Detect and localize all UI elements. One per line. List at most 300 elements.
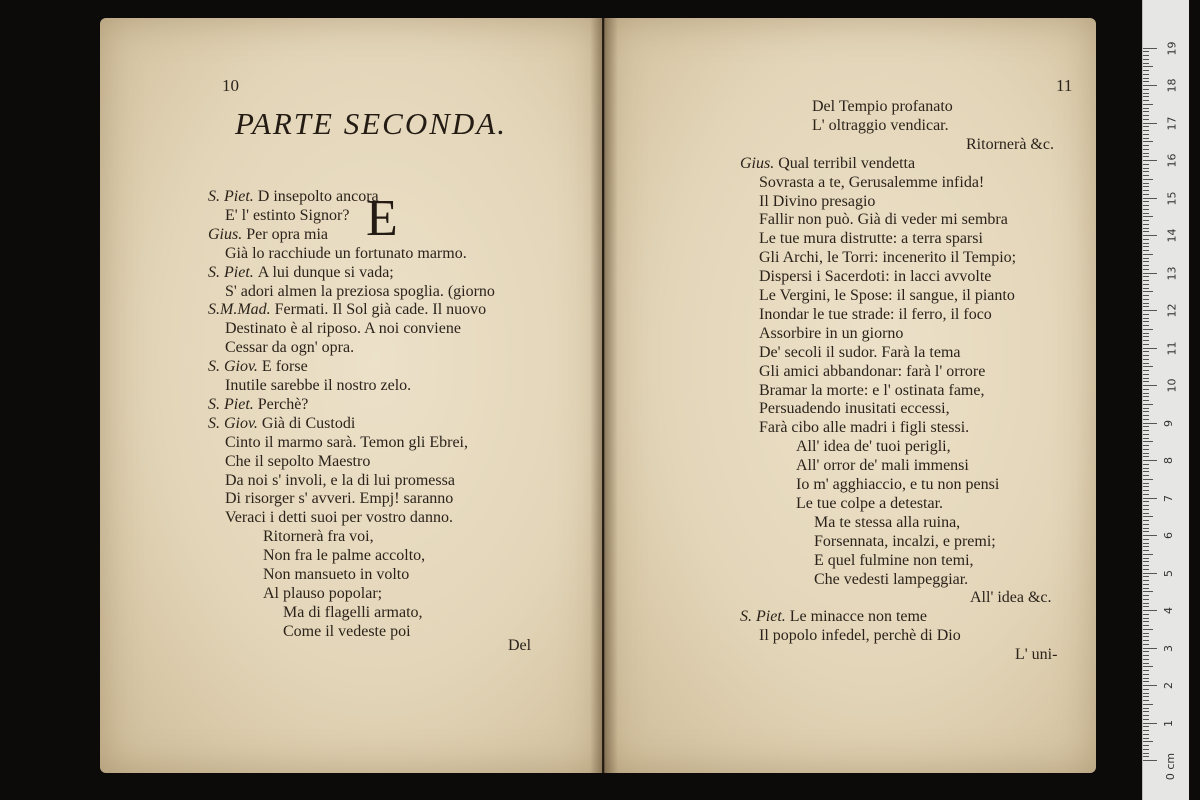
left-text-line [263,547,425,565]
ruler-tick [1143,276,1149,277]
ruler-tick [1143,93,1149,94]
ruler-tick [1143,633,1149,634]
ruler-number: 18 [1165,78,1179,93]
left-text-line [263,528,374,546]
right-text-line [759,363,985,381]
ruler-tick [1143,760,1157,761]
speaker-label: S. Giov. [208,414,262,432]
ruler-tick [1143,325,1149,326]
ruler-tick [1143,370,1149,371]
ruler-tick [1143,434,1149,435]
ruler-tick [1143,336,1149,337]
ruler-tick [1143,588,1149,589]
ruler-tick [1143,445,1149,446]
ruler-tick [1143,561,1149,562]
verse-text: Ritornerà fra voi, [263,528,374,546]
ruler-tick [1143,318,1149,319]
ruler-tick [1143,599,1149,600]
ruler-tick [1143,730,1149,731]
ruler-tick [1143,333,1149,334]
right-text-line [796,476,999,494]
ruler-tick [1143,303,1149,304]
ruler-tick [1143,55,1149,56]
verse-text: Fallir non può. Già di veder mi sembra [759,211,1008,229]
left-text-line [225,339,354,357]
ruler-tick [1143,408,1149,409]
ruler-tick [1143,708,1149,709]
ruler-number: 3 [1162,644,1175,652]
ruler-tick [1143,100,1149,101]
ruler-tick [1143,591,1153,592]
ruler-number: 17 [1165,116,1179,130]
ruler-tick [1143,239,1149,240]
ruler-tick [1143,719,1149,720]
ruler-tick [1143,554,1153,555]
ruler-tick [1143,374,1149,375]
ruler-tick [1143,640,1149,641]
right-text-line [740,155,915,173]
ruler-tick [1143,130,1149,131]
ruler-tick [1143,89,1149,90]
right-text-line [759,382,984,400]
verse-text: D insepolto ancora [257,188,379,205]
ruler-tick [1143,108,1149,109]
ruler-tick [1143,183,1149,184]
ruler-tick [1143,160,1157,161]
ruler-tick [1143,389,1149,390]
ruler-tick [1143,535,1157,536]
ruler-tick [1143,471,1149,472]
verse-text: Le tue mura distrutte: a terra sparsi [759,230,983,248]
ruler-tick [1143,738,1149,739]
verse-text: Il Divino presagio [759,192,876,210]
ruler-tick [1143,456,1149,457]
ruler-tick [1143,449,1149,450]
ruler-number: 12 [1165,303,1179,318]
open-book [100,18,1100,783]
ruler-tick [1143,423,1157,424]
verse-text: Di risorger s' avveri. Empj! saranno [225,490,454,508]
speaker-label: S. Piet. [740,608,790,626]
ruler-tick [1143,235,1157,236]
verse-text: Bramar la morte: e l' ostinata fame, [759,381,985,399]
ruler-tick [1143,756,1149,757]
ruler-tick [1143,213,1149,214]
right-text-line [759,211,1008,229]
ruler-tick [1143,228,1149,229]
ruler-tick [1143,704,1153,705]
ruler-tick [1143,685,1157,686]
ruler-tick [1143,209,1149,210]
ruler-number: 7 [1162,494,1175,502]
ruler-number: 8 [1162,457,1175,464]
ruler-tick [1143,261,1149,262]
measurement-ruler [1142,0,1189,800]
verse-text: Le minacce non teme [789,608,928,626]
right-text-line [814,533,996,551]
ruler-tick [1143,138,1149,139]
right-text-line [814,571,968,589]
ruler-tick [1143,606,1149,607]
ruler-tick [1143,179,1153,180]
ruler-tick [1143,269,1149,270]
ruler-tick [1143,141,1153,142]
ruler-tick [1143,655,1149,656]
ruler-tick [1143,411,1149,412]
verse-text: Cinto il marmo sarà. Temon gli Ebrei, [225,433,468,451]
ruler-tick [1143,745,1149,746]
right-text-line [759,306,992,324]
ruler-number: 19 [1165,41,1179,55]
ruler-tick [1143,625,1149,626]
right-text-line [759,287,1015,305]
ruler-tick [1143,175,1149,176]
ruler-tick [1143,81,1149,82]
ruler-tick [1143,348,1157,349]
ruler-tick [1143,363,1149,364]
ruler-tick [1143,629,1153,630]
left-text-line [225,472,455,490]
ruler-tick [1143,419,1149,420]
right-text-line [812,117,949,135]
ruler-tick [1143,366,1153,367]
ruler-tick [1143,678,1149,679]
ruler-tick [1143,351,1149,352]
verse-text: Ritornerà &c. [966,135,1054,153]
ruler-tick [1143,145,1149,146]
ruler-tick [1143,569,1149,570]
ruler-tick [1143,314,1149,315]
verse-text: Dispersi i Sacerdoti: in lacci avvolte [759,268,992,286]
verse-text: All' idea de' tuoi perigli, [796,438,951,456]
right-page [604,18,1096,773]
ruler-tick [1143,63,1149,64]
ruler-tick [1143,306,1149,307]
ruler-tick [1143,258,1149,259]
ruler-tick [1143,479,1153,480]
ruler-tick [1143,194,1149,195]
ruler-tick [1143,231,1149,232]
ruler-tick [1143,321,1149,322]
ruler-tick [1143,670,1149,671]
ruler-tick [1143,576,1149,577]
ruler-tick [1143,693,1149,694]
ruler-tick [1143,78,1149,79]
ruler-tick [1143,524,1149,525]
verse-text: Non mansueto in volto [263,566,410,583]
ruler-tick [1143,741,1153,742]
ruler-tick [1143,441,1153,442]
ruler-tick [1143,404,1153,405]
ruler-tick [1143,468,1149,469]
ruler-tick [1143,700,1149,701]
verse-text: Gli Archi, le Torri: incenerito il Tempio; [759,249,1017,267]
ruler-number: 16 [1165,153,1179,168]
verse-text: Non fra le palme accolto, [263,547,426,565]
ruler-tick [1143,66,1153,67]
verse-text: Per opra mia [246,225,328,243]
ruler-tick [1143,340,1149,341]
ruler-tick [1143,291,1153,292]
verse-text: Del Tempio profanato [812,98,953,115]
ruler-tick [1143,614,1149,615]
ruler-tick [1143,85,1157,86]
ruler-tick [1143,659,1149,660]
ruler-tick [1143,711,1149,712]
ruler-tick [1143,59,1149,60]
verse-text: Qual terribil vendetta [778,154,916,172]
verse-text: Fermati. Il Sol già cade. Il nuovo [274,301,487,319]
ruler-tick [1143,396,1149,397]
ruler-tick [1143,689,1149,690]
left-text-line [225,207,349,225]
verse-text: Che il sepolto Maestro [225,452,371,470]
right-text-line [759,174,984,192]
ruler-unit-label: 0 cm [1164,752,1178,781]
ruler-tick [1143,513,1149,514]
right-text-line [759,249,1016,267]
page-number-right: 11 [1056,76,1073,95]
verse-text: Come il vedeste poi [283,622,411,640]
left-text-line [208,415,355,433]
ruler-tick [1143,153,1149,154]
ruler-tick [1143,310,1157,311]
ruler-tick [1143,134,1149,135]
verse-text: Le Vergini, le Spose: il sangue, il pianto [759,287,1015,304]
ruler-tick [1143,393,1149,394]
ruler-tick [1143,156,1149,157]
ruler-tick [1143,505,1149,506]
ruler-tick [1143,284,1149,285]
right-text-line [796,457,969,475]
left-text-line [263,566,409,584]
left-text-line [225,509,453,527]
ruler-tick [1143,546,1149,547]
ruler-tick [1143,483,1149,484]
ruler-tick [1143,644,1149,645]
ruler-tick [1143,48,1157,49]
ruler-tick [1143,220,1149,221]
ruler-tick [1143,415,1149,416]
ruler-tick [1143,344,1149,345]
right-text-line [796,495,943,513]
left-text-line [225,283,495,301]
verse-text: E forse [261,358,308,376]
book-gutter [590,18,618,773]
ruler-tick [1143,426,1149,427]
ruler-tick [1143,74,1149,75]
speaker-label: S. Piet. [208,188,258,205]
ruler-number: 14 [1165,228,1179,243]
verse-text: Veraci i detti suoi per vostro danno. [225,509,453,527]
verse-text: Io m' agghiaccio, e tu non pensi [796,476,1000,493]
verse-text: Ma te stessa alla ruina, [814,513,961,531]
left-text-line [225,453,370,471]
ruler-tick [1143,663,1149,664]
ruler-tick [1143,250,1149,251]
verse-text: Gli amici abbandonar: farà l' orrore [759,362,986,380]
ruler-tick [1143,164,1149,165]
verse-text: E quel fulmine non temi, [814,551,974,569]
ruler-tick [1143,573,1157,574]
ruler-tick [1143,726,1149,727]
right-text-line [759,230,983,248]
ruler-tick [1143,329,1153,330]
left-text-line [283,604,423,622]
verse-text: All' orror de' mali immensi [796,457,969,475]
ruler-tick [1143,246,1149,247]
verse-text: Le tue colpe a detestar. [796,494,944,512]
page-title: PARTE SECONDA. [235,106,507,141]
ruler-tick [1143,558,1149,559]
ruler-tick [1143,734,1149,735]
ruler-number: 2 [1162,682,1175,689]
right-text-line [814,552,974,570]
ruler-tick [1143,539,1149,540]
ruler-tick [1143,119,1149,120]
ruler-tick [1143,123,1157,124]
right-text-line [759,627,961,645]
verse-text: Ma di flagelli armato, [283,603,423,621]
ruler-tick [1143,190,1149,191]
ruler-tick [1143,475,1149,476]
right-text-line [814,514,960,532]
speaker-label: Gius. [740,154,779,172]
ruler-tick [1143,280,1149,281]
ruler-tick [1143,70,1149,71]
left-text-line [208,358,308,376]
ruler-tick [1143,550,1149,551]
verse-text: Persuadendo inusitati eccessi, [759,400,950,418]
left-page [100,18,602,773]
ruler-number: 1 [1162,719,1175,727]
verse-text: Che vedesti lampeggiar. [814,570,969,588]
ruler-tick [1143,149,1149,150]
ruler-tick [1143,385,1157,386]
ruler-tick [1143,126,1149,127]
ruler-tick [1143,516,1153,517]
ruler-tick [1143,666,1153,667]
ruler-tick [1143,111,1149,112]
speaker-label: Gius. [208,225,247,243]
left-text-line [208,396,308,414]
right-text-line [796,438,951,456]
ruler-tick [1143,520,1149,521]
ruler-tick [1143,509,1149,510]
ruler-tick [1143,464,1149,465]
ruler-tick [1143,618,1149,619]
ruler-tick [1143,265,1149,266]
ruler-tick [1143,610,1157,611]
ruler-tick [1143,115,1149,116]
ruler-tick [1143,254,1153,255]
ruler-tick [1143,531,1149,532]
right-text-line [966,136,1054,154]
ruler-tick [1143,753,1149,754]
ruler-tick [1143,355,1149,356]
ruler-tick [1143,621,1149,622]
right-text-line [759,400,950,418]
ruler-tick [1143,438,1149,439]
ruler-tick [1143,498,1157,499]
verse-text: A lui dunque si vada; [257,263,394,281]
verse-text: Al plauso popolar; [263,584,383,602]
right-text-line [740,608,927,626]
verse-text: L' oltraggio vendicar. [812,116,949,134]
ruler-tick [1143,565,1149,566]
left-text-line [225,377,411,395]
ruler-tick [1143,715,1149,716]
verse-text: Perchè? [257,395,309,413]
verse-text: Farà cibo alle madri i figli stessi. [759,419,970,437]
ruler-tick [1143,168,1149,169]
ruler-tick [1143,584,1149,585]
ruler-tick [1143,224,1149,225]
verse-text: Forsennata, incalzi, e premi; [814,532,996,550]
ruler-tick [1143,205,1149,206]
ruler-tick [1143,648,1157,649]
speaker-label: S. Piet. [208,263,258,281]
left-text-line [225,320,461,338]
left-text-line [225,245,467,263]
right-text-line [759,268,991,286]
right-text-line [759,193,875,211]
ruler-number: 5 [1162,569,1175,577]
left-text-line [225,434,468,452]
ruler-tick [1143,430,1149,431]
verse-text: S' adori almen la preziosa spoglia. (giorno [225,282,495,300]
ruler-tick [1143,453,1149,454]
ruler-tick [1143,460,1157,461]
speaker-label: S. Piet. [208,395,258,413]
ruler-number: 15 [1165,191,1179,205]
ruler-tick [1143,381,1149,382]
ruler-tick [1143,681,1149,682]
ruler-tick [1143,198,1157,199]
ruler-tick [1143,171,1149,172]
ruler-tick [1143,51,1149,52]
ruler-tick [1143,295,1149,296]
page-number-left: 10 [222,76,239,95]
ruler-tick [1143,378,1149,379]
ruler-tick [1143,96,1149,97]
ruler-tick [1143,501,1149,502]
verse-text: Inutile sarebbe il nostro zelo. [225,377,412,394]
ruler-tick [1143,674,1149,675]
ruler-tick [1143,636,1149,637]
ruler-tick [1143,400,1149,401]
right-text-line [759,419,969,437]
ruler-tick [1143,651,1149,652]
ruler-tick [1143,490,1149,491]
right-text-line [759,325,903,343]
right-text-line [812,98,953,116]
verse-text: Destinato è al riposo. A noi conviene [225,320,461,338]
ruler-tick [1143,359,1149,360]
ruler-number: 6 [1162,532,1175,539]
right-text-line [759,344,961,362]
left-text-line [208,226,328,244]
ruler-number: 9 [1162,419,1175,427]
ruler-tick [1143,299,1149,300]
catchword-left: Del [508,637,532,654]
verse-text: De' secoli il sudor. Farà la tema [759,343,961,361]
ruler-tick [1143,696,1149,697]
left-text-line [225,490,453,508]
ruler-tick [1143,543,1149,544]
ruler-tick [1143,243,1149,244]
ruler-tick [1143,723,1157,724]
